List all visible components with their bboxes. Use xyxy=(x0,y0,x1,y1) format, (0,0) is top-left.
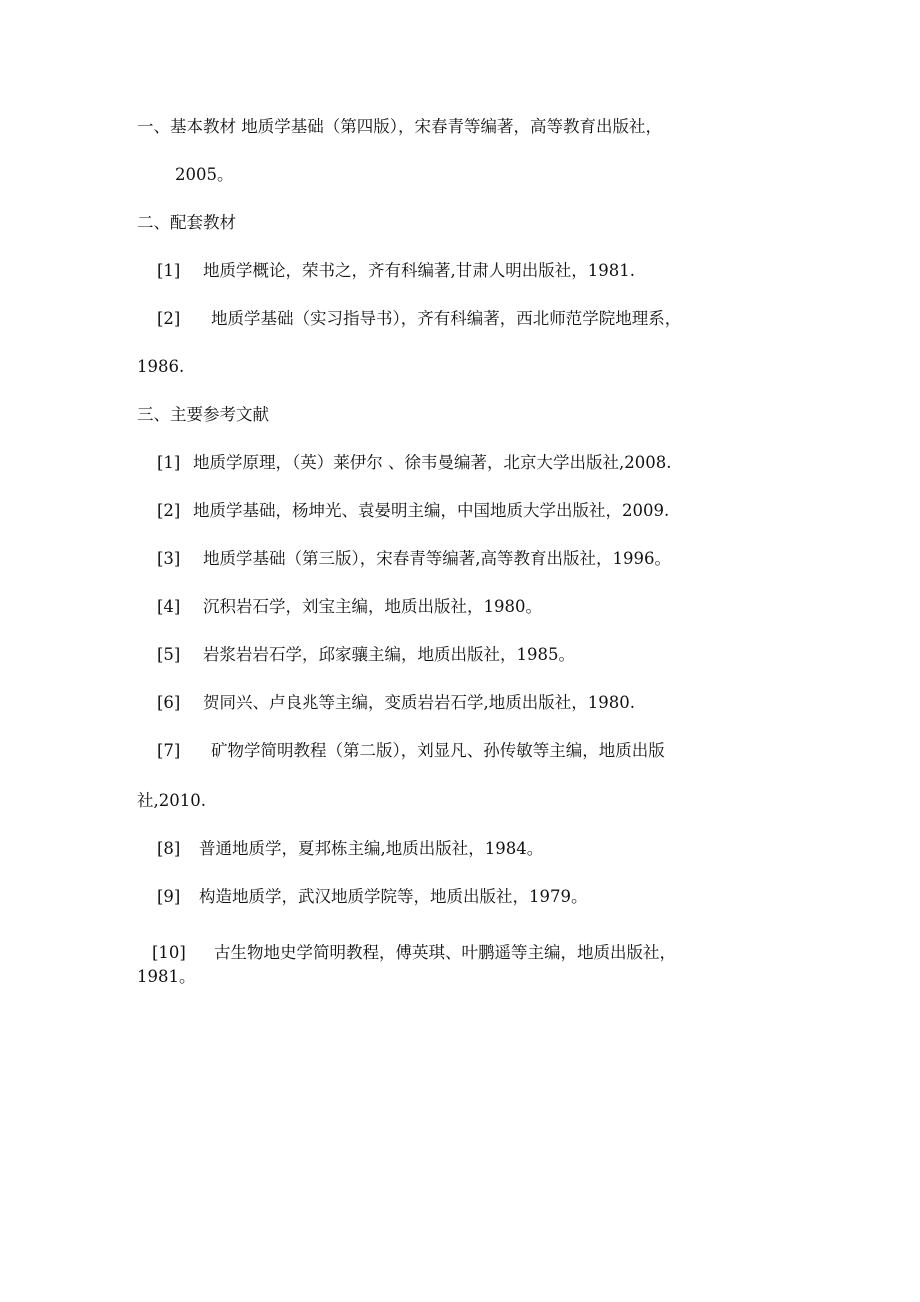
ref-tag: [4] xyxy=(157,597,181,616)
ref-text: 贺同兴、卢良兆等主编，变质岩岩石学,地质出版社，1980. xyxy=(203,693,635,712)
section-1-continuation: 2005。 xyxy=(175,165,234,184)
ref-tag: [10] xyxy=(152,943,186,962)
section-3-ref-3 xyxy=(157,548,671,570)
section-3-ref-4 xyxy=(157,596,542,618)
section-2-heading: 二、配套教材 xyxy=(137,213,236,232)
section-3-ref-7-continuation: 社,2010. xyxy=(137,791,206,810)
section-3-ref-1 xyxy=(157,452,671,474)
ref-tag: [5] xyxy=(157,645,181,664)
ref-text: 地质学基础（第三版），宋春青等编著,高等教育出版社，1996。 xyxy=(203,549,671,568)
ref-text: 地质学原理，（英）莱伊尔 、徐韦曼编著，北京大学出版社,2008. xyxy=(193,453,672,472)
ref-text: 地质学基础，杨坤光、袁晏明主编，中国地质大学出版社，2009. xyxy=(193,501,670,520)
section-3-ref-5 xyxy=(157,644,575,666)
section-2-ref-2-continuation: 1986. xyxy=(137,357,185,376)
section-3-ref-2 xyxy=(157,500,669,522)
ref-tag: [7] xyxy=(157,741,181,760)
ref-tag: [9] xyxy=(157,887,181,906)
section-3-ref-6 xyxy=(157,692,635,714)
section-1-heading: 一、基本教材 xyxy=(137,117,236,136)
section-1-text: 地质学基础（第四版），宋春青等编著，高等教育出版社， xyxy=(236,117,662,136)
ref-tag: [8] xyxy=(157,839,181,858)
section-3-ref-10 xyxy=(152,942,676,964)
ref-text: 地质学概论，荣书之，齐有科编著,甘肃人明出版社，1981. xyxy=(203,261,635,280)
section-2-ref-2 xyxy=(157,308,681,330)
ref-text: 构造地质学，武汉地质学院等，地质出版社，1979。 xyxy=(199,887,588,906)
ref-text: 岩浆岩岩石学，邱家骧主编，地质出版社，1985。 xyxy=(203,645,575,664)
section-2-ref-1 xyxy=(157,260,635,282)
ref-tag: [3] xyxy=(157,549,181,568)
ref-tag: [1] xyxy=(157,453,181,472)
section-3-heading: 三、主要参考文献 xyxy=(137,405,269,424)
section-3-ref-8 xyxy=(157,838,543,860)
ref-text: 普通地质学，夏邦栋主编,地质出版社，1984。 xyxy=(199,839,544,858)
ref-tag: [6] xyxy=(157,693,181,712)
section-3-ref-7 xyxy=(157,740,665,762)
section-3-ref-9 xyxy=(157,886,588,908)
ref-text: 地质学基础（实习指导书），齐有科编著，西北师范学院地理系， xyxy=(211,309,682,328)
ref-text: 古生物地史学简明教程，傅英琪、叶鹏遥等主编，地质出版社， xyxy=(214,943,676,962)
section-1-line xyxy=(137,116,662,138)
section-3-ref-10-continuation: 1981。 xyxy=(137,967,196,986)
ref-tag: [2] xyxy=(157,501,181,520)
ref-text: 沉积岩石学，刘宝主编，地质出版社，1980。 xyxy=(203,597,542,616)
ref-text: 矿物学简明教程（第二版），刘显凡、孙传敏等主编，地质出版 xyxy=(211,741,665,760)
ref-tag: [1] xyxy=(157,261,181,280)
ref-tag: [2] xyxy=(157,309,181,328)
